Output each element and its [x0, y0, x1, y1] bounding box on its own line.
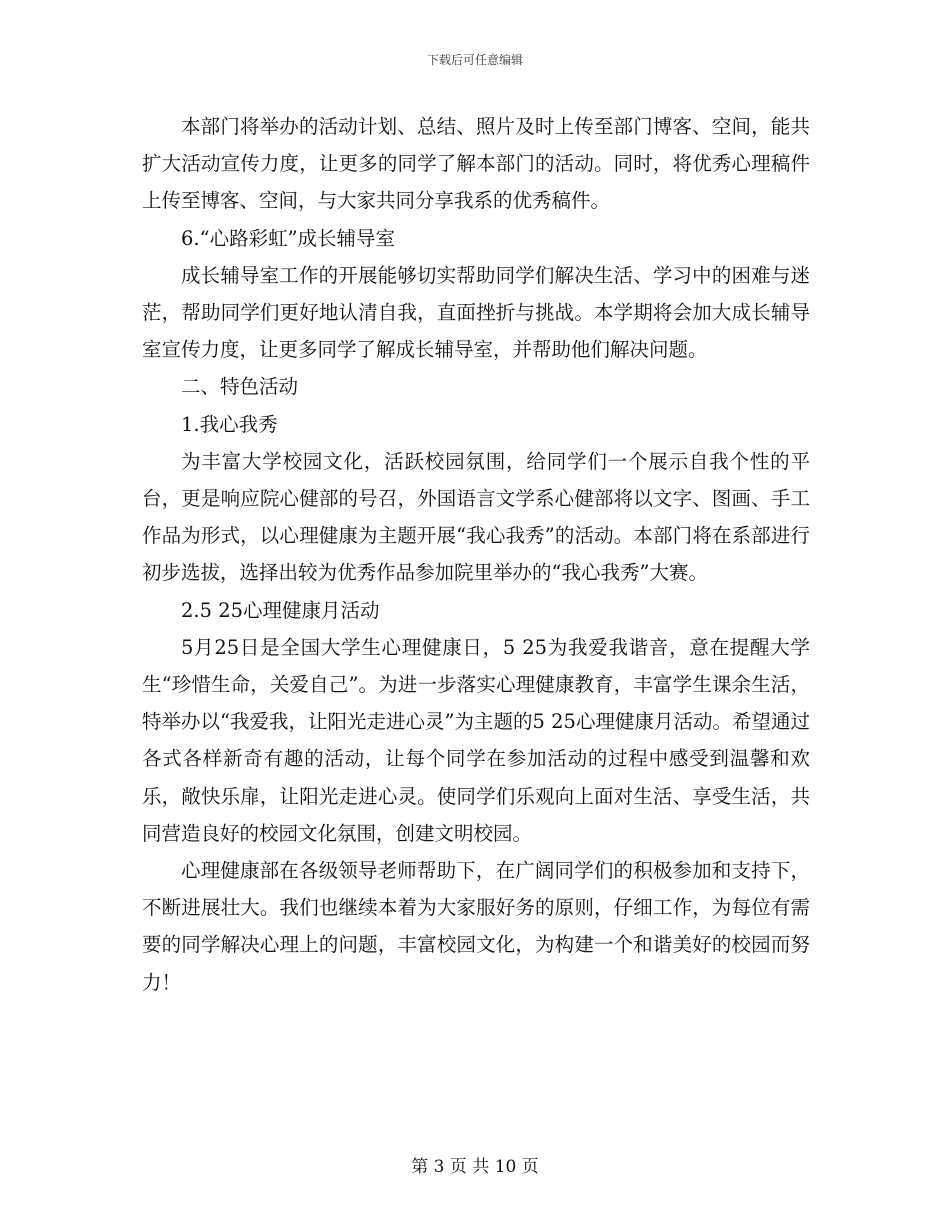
- page-header: 下载后可任意编辑: [426, 53, 523, 67]
- paragraph-conclusion: 心理健康部在各级领导老师帮助下，在广阔同学们的积极参加和支持下，不断进展壮大。我们也继续本着为大家服好务的原则，仔细工作，为每位有需要的同学解决心理上的问题，丰富校园文化，为构建一个和谐美好的校园而努力！: [142, 859, 810, 994]
- document-body: [142, 108, 810, 1001]
- heading-featured-activities: 二、特色活动: [181, 375, 299, 399]
- paragraph-blog-upload: 本部门将举办的活动计划、总结、照片及时上传至部门博客、空间，能共扩大活动宣传力度，让更多的同学了解本部门的活动。同时，将优秀心理稿件上传至博客、空间，与大家共同分享我系的优秀稿件。: [142, 115, 810, 213]
- heading-mental-health-month: 2.5 25心理健康月活动: [181, 598, 380, 622]
- paragraph-mental-health-month: 5月25日是全国大学生心理健康日，5 25为我爱我谐音，意在提醒大学生“珍惜生命，关爱自己”。为进一步落实心理健康教育，丰富学生课余生活，特举办以“我爱我，让阳光走进心灵”为主题的5 25心理健康月活动。希望通过各式各样新奇有趣的活动，让每个同学在参加活动的过程中感受到温馨和欢乐，敞快乐扉，让阳光走进心灵。使同学们乐观向上面对生活、享受生活，共同营造良好的校园文化氛围，创建文明校园。: [142, 635, 810, 845]
- paragraph-growth-counseling-room: 成长辅导室工作的开展能够切实帮助同学们解决生活、学习中的困难与迷茫，帮助同学们更好地认清自我，直面挫折与挑战。本学期将会加大成长辅导室宣传力度，让更多同学了解成长辅导室，并帮助他们解决问题。: [142, 263, 810, 362]
- heading-my-heart-show: 1.我心我秀: [181, 412, 278, 436]
- page-footer: 第 3 页 共 10 页: [411, 1157, 539, 1177]
- heading-growth-counseling-room: 6.“心路彩虹”成长辅导室: [181, 226, 396, 250]
- paragraph-my-heart-show: 为丰富大学校园文化，活跃校园氛围，给同学们一个展示自我个性的平台，更是响应院心健部的号召，外国语言文学系心健部将以文字、图画、手工作品为形式，以心理健康为主题开展“我心我秀”的活动。本部门将在系部进行初步选拔，选择出较为优秀作品参加院里举办的“我心我秀”大赛。: [142, 449, 810, 585]
